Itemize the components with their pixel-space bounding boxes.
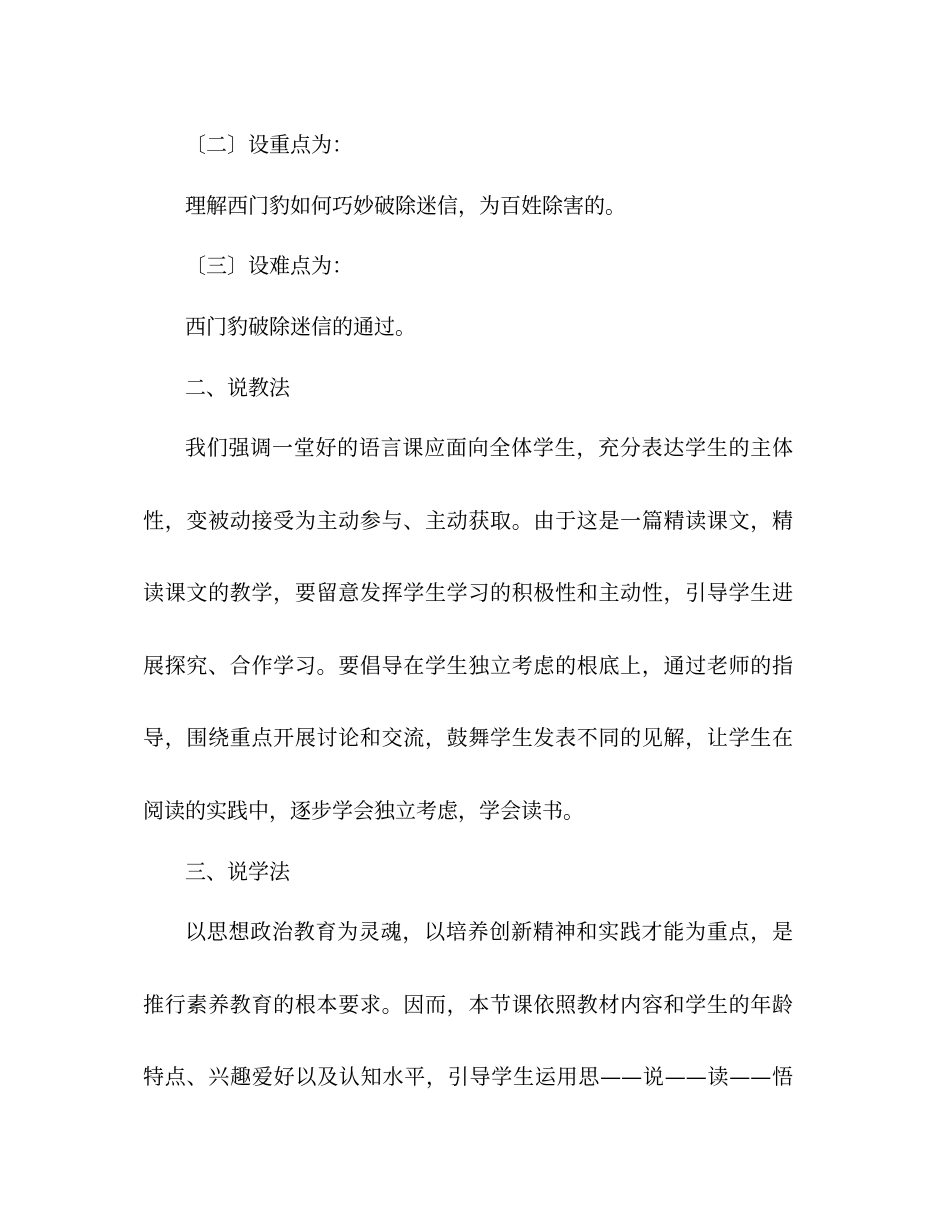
- section-heading-teaching-method: 二、说教法: [185, 376, 290, 400]
- paragraph-line: 我们强调一堂好的语言课应面向全体学生，充分表达学生的主体: [185, 436, 793, 460]
- paragraph-difficult-points: 西门豹破除迷信的通过。: [185, 315, 416, 339]
- subheading-difficult-points: 〔三〕设难点为：: [185, 254, 353, 278]
- paragraph-line: 读课文的教学，要留意发挥学生学习的积极性和主动性，引导学生进: [143, 581, 793, 605]
- paragraph-line: 展探究、合作学习。要倡导在学生独立考虑的根底上，通过老师的指: [143, 654, 793, 678]
- paragraph-line: 导，围绕重点开展讨论和交流，鼓舞学生发表不同的见解，让学生在: [143, 726, 793, 750]
- paragraph-key-points: 理解西门豹如何巧妙破除迷信，为百姓除害的。: [185, 194, 626, 218]
- paragraph-line: 阅读的实践中，逐步学会独立考虑，学会读书。: [143, 799, 584, 823]
- subheading-key-points: 〔二〕设重点为：: [185, 133, 353, 157]
- paragraph-line: 推行素养教育的根本要求。因而，本节课依照教材内容和学生的年龄: [143, 993, 793, 1017]
- section-heading-learning-method: 三、说学法: [185, 860, 290, 884]
- paragraph-line: 以思想政治教育为灵魂，以培养创新精神和实践才能为重点，是: [185, 920, 793, 944]
- paragraph-line: 性，变被动接受为主动参与、主动获取。由于这是一篇精读课文，精: [143, 509, 793, 533]
- paragraph-line: 特点、兴趣爱好以及认知水平，引导学生运用思——说——读——悟: [143, 1065, 793, 1089]
